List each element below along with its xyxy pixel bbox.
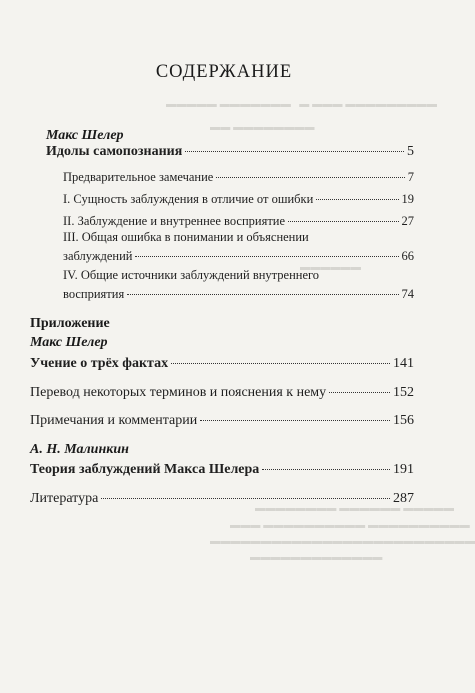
toc-entry-notes [30,413,414,429]
toc-subentry-line1: IV. Общие источники заблуждений внутреннего [63,268,320,282]
dot-leader [135,255,398,257]
toc-entry-literature [30,491,414,507]
dot-leader [262,468,390,470]
toc-entry-page: 141 [393,356,414,371]
dot-leader [101,497,390,499]
toc-entry-page: 156 [393,413,414,428]
toc-entry-label: Учение о трёх фактах [30,356,169,371]
show-through-text: ▬▬ ▬▬▬▬▬▬▬▬ [210,122,315,133]
show-through-text: ▬▬▬▬▬▬▬▬▬▬▬▬▬▬▬▬▬▬▬▬▬▬▬▬▬▬ [210,536,475,547]
toc-subentry [63,170,414,185]
show-through-text: ▬▬▬▬▬▬▬▬ ▬▬▬▬▬▬ ▬▬▬▬▬ [255,503,455,514]
toc-entry-page: 287 [393,491,414,506]
appendix-heading: Приложение [30,316,110,331]
toc-entry-label: восприятия [63,287,125,301]
toc-entry-label: Предварительное замечание [63,170,214,184]
dot-leader [171,362,390,364]
toc-entry-theory [30,462,414,478]
show-through-text: ▬▬▬ ▬▬▬▬▬▬▬▬▬▬ ▬▬▬▬▬▬▬▬▬▬ [230,520,470,531]
author-malinkin: А. Н. Малинкин [30,442,129,457]
toc-subentry [63,287,414,302]
page-title: СОДЕРЖАНИЕ [155,62,293,82]
toc-entry-page: 19 [401,192,414,206]
toc-entry-label: Теория заблуждений Макса Шелера [30,462,260,477]
toc-entry-label: заблуждений [63,249,133,263]
toc-entry-label: II. Заблуждение и внутреннее восприятие [63,214,286,228]
toc-entry-page: 191 [393,462,414,477]
dot-leader [329,391,390,393]
dot-leader [127,293,398,295]
toc-entry-translation [30,385,414,401]
toc-entry-label: Идолы самопознания [46,144,183,159]
toc-entry-label: Литература [30,491,99,506]
toc-subentry [63,249,414,264]
toc-entry-three-facts [30,356,414,372]
dot-leader [185,150,404,152]
toc-entry-idols [46,144,414,160]
dot-leader [216,176,404,178]
author-scheler: Макс Шелер [30,335,108,350]
toc-entry-page: 27 [401,214,414,228]
toc-subentry [63,214,414,229]
toc-entry-label: I. Сущность заблуждения в отличие от ошибки [63,192,314,206]
toc-entry-page: 7 [407,170,414,184]
toc-entry-page: 66 [401,249,414,263]
toc-subentry-line1: III. Общая ошибка в понимании и объяснении [63,230,309,244]
toc-entry-page: 5 [407,144,414,159]
show-through-text: ▬▬▬▬▬▬ [300,262,362,273]
toc-entry-page: 74 [401,287,414,301]
author-scheler: Макс Шелер [46,128,124,143]
dot-leader [316,198,398,200]
dot-leader [200,419,390,421]
dot-leader [288,220,398,222]
toc-entry-label: Примечания и комментарии [30,413,198,428]
show-through-text: ▬▬▬▬▬ ▬▬▬▬▬▬▬ ▬ ▬▬▬ ▬▬▬▬▬▬▬▬▬ [166,99,438,110]
toc-entry-label: Перевод некоторых терминов и пояснения к нему [30,385,327,400]
show-through-text: ▬▬▬▬▬▬▬▬▬▬▬▬▬ [250,552,383,563]
toc-entry-page: 152 [393,385,414,400]
toc-subentry [63,192,414,207]
